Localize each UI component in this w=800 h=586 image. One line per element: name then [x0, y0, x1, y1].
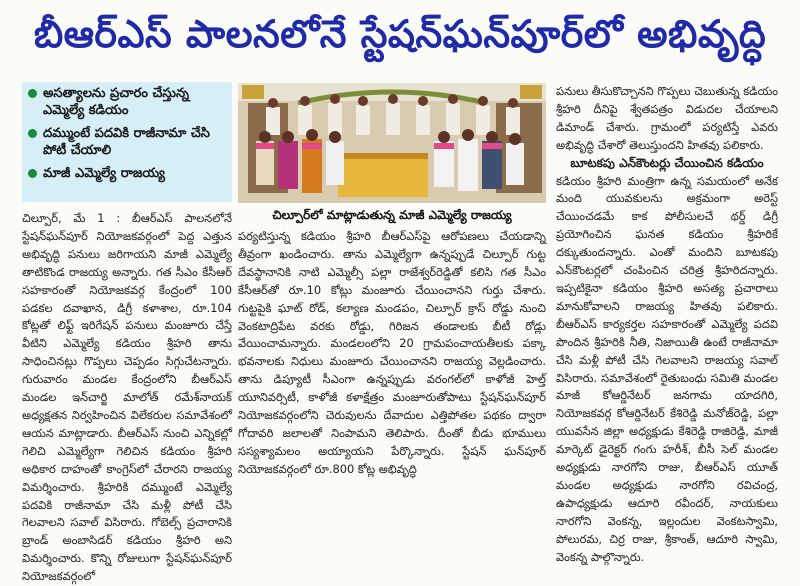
- highlights-box: [22, 82, 232, 202]
- highlight-item: [22, 82, 232, 122]
- headline-text: బీఆర్ఎస్ పాలనలోనే స్టేషన్‌ఘన్‌పూర్‌లో అభివృద్ధి: [33, 12, 767, 56]
- article-text: కడియం శ్రీహరి మంత్రిగా ఉన్న సమయంలో అనేక మంది యువకులను అక్రమంగా అరెస్ట్ చేయించడమే కాక పోలీసులచే థర్డ్ డిగ్రీ ప్రయోగించిన ఘనత కడియం శ్రీహరికే దక్కుతుందన్నారు. ఎంతో మందిని బూటకపు ఎన్‌కౌంటర్లలో చంపించిన చరిత్ర శ్రీహరిదన్నారు. ఇప్పటికైనా కడియం శ్రీహరి అసత్య ప్రచారాలు మానుకోవాలని రాజయ్య హితవు పలికారు. బీఆర్ఎస్ కార్యకర్తల సహకారంతో ఎమ్మెల్యే పదవి పొందిన శ్రీహరికి నీతి, నిజాయితీ ఉంటే రాజీనామా చేసి మళ్లీ పోటీ చేసి గెలవాలని రాజయ్య సవాల్ విసిరారు. సమావేశంలో రైతుబంధు సమితి మండల మాజీ కోఆర్డినేటర్ జనగామ యాదగిరి, నియోజకవర్గ కోఆర్డినేటర్ కేశిరెడ్డి మనోజ్‌రెడ్డి, పల్లా యువసేన జిల్లా అధ్యక్షుడు కేశిరెడ్డి రాజిరెడ్డి, మాజీ మార్కెట్ డైరెక్టర్ గంగు హరీశ్, బీసీ సెల్ మండల అధ్యక్షుడు నారగోని రాజు, బీఆర్ఎస్ యూత్ మండల అధ్యక్షుడు నారగోని రవిచంద్ర, ఉపాధ్యక్షుడు ఆదూరి రవీందర్, నాయకులు నారగోని వెంకన్న, ఇల్లందుల వెంకటస్వామి, పోలురమ, చిర్ర రాజు, శ్రీకాంత్, ఆదూరి స్వామి, వెంకన్న పాల్గొన్నారు.: [556, 173, 778, 564]
- article-text: పర్యటిస్తున్న కడియం శ్రీహరి బీఆర్ఎస్‌పై ఆరోపణలు చేయడాన్ని తీవ్రంగా ఖండించారు. తాను ఎమ్మెల్యేగా ఉన్నప్పుడే చిల్పూర్ గుట్ట దేవస్థానానికి నాటి ఎమ్మెల్సీ పల్లా రాజేశ్వర్‌రెడ్డితో కలిసి గత సీఎం కేసీఆర్‌తో రూ.10 కోట్లు మంజూరు చేయించానని గుర్తు చేశారు. గుట్టపైకి ఘాట్ రోడ్, కల్యాణ మండపం, చిల్పూర్ క్రాస్ రోడ్డు నుంచి వెంకటాద్రిపేట వరకు రోడ్డు, గిరిజన తండాలకు బీటీ రోడ్లు వేయించామన్నారు. మండలంలోని 20 గ్రామపంచాయతీలకు పక్కా భవనాలకు నిధులు మంజూరు చేయించానని రాజయ్య వెల్లడించారు. తాను డిప్యూటీ సీఎంగా ఉన్నప్పుడు వరంగల్‌లో కాళోజీ హెల్త్ యూనివర్సిటీ, కాళోజీ కళాక్షేత్రం మంజూరుతోపాటు స్టేషన్‌ఘన్‌పూర్ నియోజకవర్గంలోని చెరువులను దేవాదుల ఎత్తిపోతల పథకం ద్వారా గోదావరి జలాలతో నింపామని తెలిపారు. దీంతో బీడు భూములు సస్యశ్యామలం అయ్యాయని పేర్కొన్నారు. స్టేషన్ ఘన్‌పూర్ నియోజకవర్గంలో రూ.800 కోట్ల అభివృద్ధి: [238, 229, 546, 476]
- article-column-left: [22, 210, 232, 586]
- bullet-dot-icon: [28, 169, 37, 178]
- press-meet-photo: [238, 83, 546, 203]
- photo-caption: [238, 205, 546, 227]
- article-text: చిల్పూర్, మే 1 : బీఆర్ఎస్ పాలనలోనే స్టేషన్‌ఘన్‌పూర్ నియోజకవర్గంలో పెద్ద ఎత్తున అభివృద్ధి పనులు జరిగాయని మాజీ ఎమ్మెల్యే తాటికొండ రాజయ్య అన్నారు. గత సీఎం కేసీఆర్ సహకారంతో నియోజకవర్గ కేంద్రంలో 100 పడకల దవాఖాన, డిగ్రీ కళాశాల, రూ.104 కోట్లతో లిఫ్ట్ ఇరిగేషన్ పనులు మంజూరు చేస్తే వీటిని ఎమ్మెల్యే కడియం శ్రీహరి తాను సాధించినట్లు గొప్పలు చెప్పడం సిగ్గుచేటన్నారు. గురువారం మండల కేంద్రంలోని బీఆర్ఎస్ మండల ఇన్‌చార్జి మాలోత్ రమేశ్‌నాయక్ అధ్యక్షతన నిర్వహించిన విలేకరుల సమావేశంలో ఆయన మాట్లాడారు. బీఆర్ఎస్ నుంచి ఎన్నికల్లో గెలిచి ఎమ్మెల్యేగా గెలిచిన కడియం శ్రీహరి అధికార దాహంతో కాంగ్రెస్‌లో చేరారని రాజయ్య విమర్శించారు. శ్రీహరికి దమ్ముంటే ఎమ్మెల్యే పదవికి రాజీనామా చేసి మళ్లీ పోటీ చేసి గెలవాలని సవాల్ విసిరారు. గోబెల్స్ ప్రచారానికి బ్రాండ్ అంబాసిడర్ కడియం శ్రీహరి అని విమర్శించారు. కొన్ని రోజులుగా స్టేషన్‌ఘన్‌పూర్ నియోజకవర్గంలో: [22, 211, 232, 584]
- article-column-right: [556, 83, 778, 566]
- bullet-dot-icon: [28, 89, 37, 98]
- bullet-dot-icon: [28, 129, 37, 138]
- highlight-item: [22, 122, 232, 162]
- highlight-text: అసత్యాలను ప్రచారం చేస్తున్న ఎమ్మెల్యే కడియం: [43, 86, 189, 118]
- news-photo: [238, 83, 546, 203]
- headline: [0, 0, 800, 78]
- highlight-item: [22, 162, 232, 185]
- article-column-middle: [238, 228, 546, 479]
- article-subheading: బూటకపు ఎన్‌కౌంటర్లు చేయించిన కడియం: [570, 155, 764, 170]
- article-text: పనులు తీసుకొచ్చానని గొప్పలు చెబుతున్న కడియం శ్రీహరి దీనిపై శ్వేతపత్రం విడుదల చేయాలని డిమాండ్ చేశారు. గ్రామంలో పర్యటిస్తే ఎవరు అభివృద్ధి చేశారో తెలుస్తుందని హితవు పలికారు.: [556, 84, 778, 152]
- highlight-text: దమ్ముంటే పదవికి రాజీనామా చేసి పోటీ చేయాలి: [43, 126, 210, 158]
- highlight-text: మాజీ ఎమ్మెల్యే రాజయ్య: [43, 166, 165, 181]
- photo-caption-text: చిల్పూర్‌లో మాట్లాడుతున్న మాజీ ఎమ్మెల్యే రాజయ్య: [272, 207, 512, 222]
